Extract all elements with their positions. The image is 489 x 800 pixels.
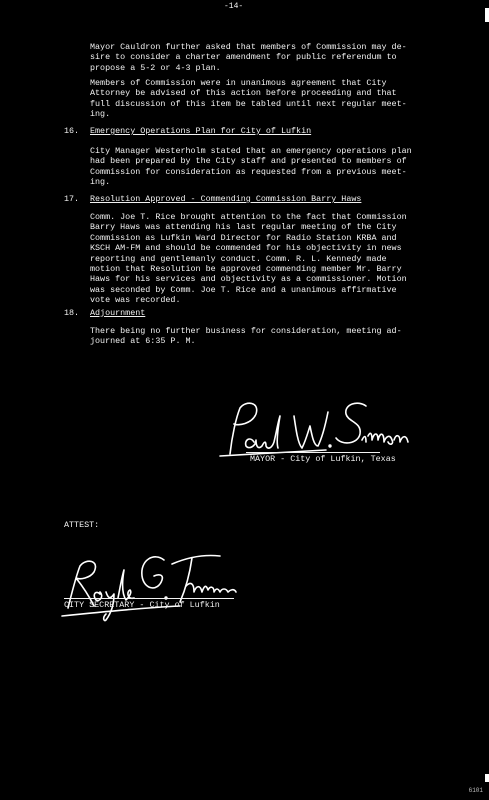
secretary-caption: CITY SECRETARY - City of Lufkin — [64, 600, 220, 610]
mayor-signature-line — [246, 452, 380, 453]
scan-edge-mark — [485, 774, 489, 782]
item-17-number: 17. — [64, 194, 80, 204]
item-17-text: Comm. Joe T. Rice brought attention to the fact that Commission Barry Haws was attending his last regular meeting of the City Commission as Lufkin Ward Director for Radio Station KRBA and KSCH AM-FM and should be commended for his objectivity in news reporting and gentlemanly conduct. Comm. R. L. Kennedy made motion that Resolution be approved commending member Mr. Barry Haws for his services and objectivity as a commissioner. Motion was seconded by Comm. Joe T. Rice and a unanimous affirmative vote was recorded. — [90, 212, 407, 306]
page-number: -14- — [224, 2, 244, 11]
item-16-heading: Emergency Operations Plan for City of Lufkin — [90, 126, 312, 136]
corner-mark: 6101 — [468, 786, 483, 794]
item-18-number: 18. — [64, 308, 80, 318]
mayor-caption: MAYOR - City of Lufkin, Texas — [250, 454, 396, 464]
secretary-signature — [60, 546, 250, 626]
attest-label: ATTEST: — [64, 520, 100, 530]
item-17-heading: Resolution Approved - Commending Commission Barry Haws — [90, 194, 362, 204]
paragraph-charter-amendment: Mayor Cauldron further asked that members of Commission may de- sire to consider a charter amendment for public referendum to propose a 5-2 or 4-3 plan. — [90, 42, 407, 73]
item-16-text: City Manager Westerholm stated that an emergency operations plan had been prepared by the City staff and presented to members of Commission for consideration as requested from a previous meet- ing. — [90, 146, 412, 188]
secretary-signature-line — [64, 598, 234, 599]
item-18-heading: Adjournment — [90, 308, 146, 318]
paragraph-agreement: Members of Commission were in unanimous agreement that City Attorney be advised of this action before proceeding and that full discussion of this item be tabled until next regular meet- ing. — [90, 78, 407, 120]
mayor-signature — [216, 396, 416, 460]
scan-edge-mark — [485, 8, 489, 22]
item-18-text: There being no further business for consideration, meeting ad- journed at 6:35 P. M. — [90, 326, 402, 347]
item-16-number: 16. — [64, 126, 80, 136]
